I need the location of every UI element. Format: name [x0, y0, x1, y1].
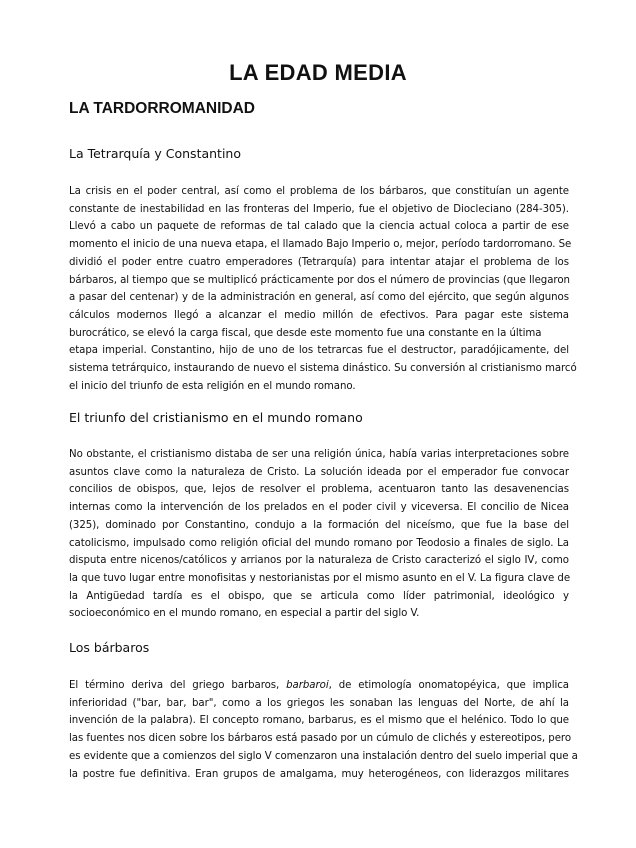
text-line: el inicio del triunfo de esta religión en el mundo romano. — [69, 380, 356, 392]
text-line: momento el inicio de una nueva etapa, el llamado Bajo Imperio o, mejor, período tardorromano. Se — [69, 239, 572, 251]
text-line: burocrático, se elevó la carga fiscal, que desde este momento fue una constante en la última — [69, 327, 542, 339]
text-line: la postre fue definitiva. Eran grupos de amalgama, muy heterogéneos, con liderazgos militares — [69, 768, 569, 780]
paragraph-tetrarquia — [69, 183, 577, 395]
paragraph-cristianismo — [69, 446, 569, 623]
italic-term: barbaroi — [286, 680, 329, 691]
text-line: concilios de obispos, que, lejos de resolver el problema, acentuaron tanto las desavenencias — [69, 484, 569, 496]
text-line: (325), dominado por Constantino, condujo a la formación del niceísmo, que fue la base del — [69, 519, 569, 531]
paragraph-barbaros — [69, 677, 578, 783]
text-line: sistema tetrárquico, instaurando de nuevo el sistema dinástico. Su conversión al cristianismo marcó — [69, 363, 577, 375]
text-line: socioeconómico en el mundo romano, en especial a partir del siglo V. — [69, 608, 420, 620]
section-title: LA TARDORROMANIDAD — [69, 100, 255, 117]
text-line: la Antigüedad tardía es el obispo, que se articula como líder patrimonial, ideológico y — [69, 590, 569, 602]
subheading-barbaros: Los bárbaros — [69, 640, 150, 655]
text-run: , de etimología onomatopéyica, que implica — [328, 680, 570, 691]
text-line: disputa entre nicenos/católicos y arrianos por la naturaleza de Cristo caracterizó el siglo IV, como — [69, 555, 569, 567]
text-line: cálculos modernos llegó a alcanzar el medio millón de efectivos. Para pagar este sistema — [69, 309, 569, 321]
subheading-tetrarquia: La Tetrarquía y Constantino — [69, 146, 241, 161]
text-line: internas como la intervención de los prelados en el poder civil y viceversa. El concilio de Nicea — [69, 502, 569, 514]
text-line: invención de la palabra). El concepto romano, barbarus, es el mismo que el helénico. Todo lo que — [69, 715, 569, 727]
text-line: No obstante, el cristianismo distaba de ser una religión única, había varias interpretaciones sobre — [69, 449, 569, 460]
document-title: LA EDAD MEDIA — [229, 60, 407, 85]
text-line: dividió el poder entre cuatro emperadores (Tetrarquía) para intentar atajar el problema de los — [69, 256, 569, 268]
text-line: La crisis en el poder central, así como el problema de los bárbaros, que constituían un agente — [69, 186, 569, 197]
text-line: a pasar del centenar) y de la administración en general, así como del ejército, que según algunos — [69, 292, 569, 304]
text-line: constante de inestabilidad en las fronteras del Imperio, fue el objetivo de Diocleciano (284-305). — [69, 203, 569, 215]
text-line: las fuentes nos dicen sobre los bárbaros está pasado por un cúmulo de clichés y estereotipos, pero — [69, 733, 572, 745]
text-line: catolicismo, impulsado como religión oficial del mundo romano por Teodosio a finales de siglo. La — [69, 537, 569, 549]
text-line: etapa imperial. Constantino, hijo de uno de los tetrarcas fue el destructor, paradójicamente, del — [69, 345, 569, 357]
text-line: la que tuvo lugar entre monofisitas y nestorianistas por el mismo asunto en el V. La figura clave de — [69, 572, 571, 584]
text-line: asuntos clave como la naturaleza de Cristo. La solución ideada por el emperador fue convocar — [69, 466, 569, 478]
text-run: El término deriva del griego barbaros, — [69, 680, 287, 691]
text-line: es evidente que a comienzos del siglo V comenzaron una instalación dentro del suelo imperial que a — [69, 750, 578, 762]
text-line: bárbaros, al tiempo que se multiplicó prácticamente por dos el número de provincias (que llegaron — [69, 274, 570, 286]
text-line: inferioridad ("bar, bar, bar", como a los griegos les sonaban las lenguas del Norte, de ahí la — [69, 697, 569, 709]
subheading-cristianismo: El triunfo del cristianismo en el mundo romano — [69, 410, 363, 425]
text-line-first — [69, 677, 569, 695]
text-line: Llevó a cabo un paquete de reformas de tal calado que la ciencia actual coloca a partir de ese — [69, 221, 569, 233]
